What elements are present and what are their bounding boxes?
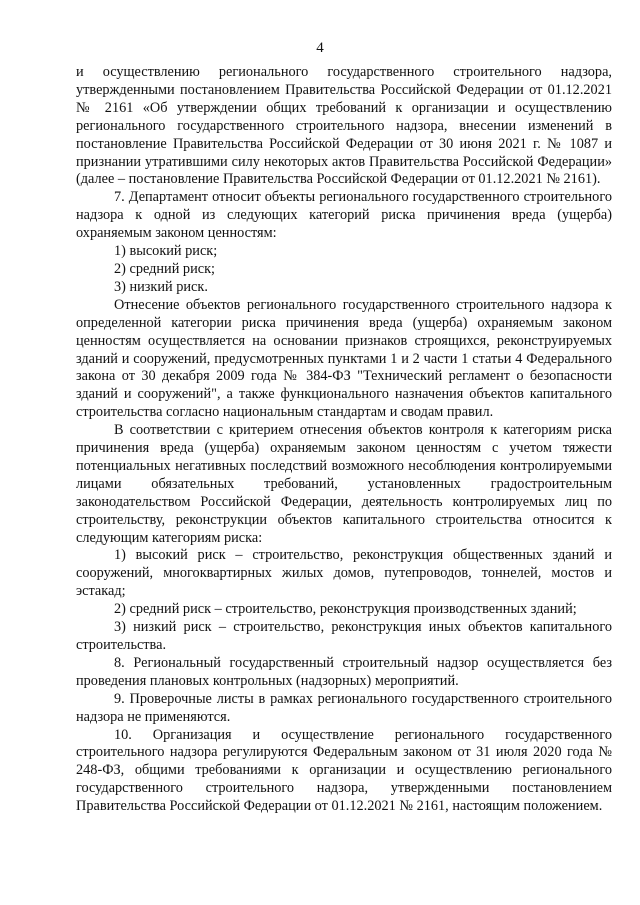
list-item-medium-risk-detail: 2) средний риск – строительство, реконструкция производственных зданий; (114, 601, 577, 618)
paragraph-clause-7: 7. Департамент относит объекты регионального государственного строительного надзора к одной из следующих категорий риска причинения вреда (ущерба) охраняемым законом ценностям: (76, 189, 612, 242)
paragraph-clause-10: 10. Организация и осуществление регионального государственного строительного надзора регулируются Федеральным законом от 31 июля 2020 года № 248-ФЗ, общими требованиями к организации и осуществлению регионального государственного строительного надзора, утвержденными постановлением Правительства Российской Федерации от 01.12.2021 № 2161, настоящим положением. (76, 726, 612, 815)
list-item-high-risk: 1) высокий риск; (114, 243, 218, 260)
page-number: 4 (316, 40, 324, 56)
list-item-medium-risk: 2) средний риск; (114, 260, 215, 277)
list-item-low-risk-detail: 3) низкий риск – строительство, реконструкция иных объектов капитального строительства. (76, 619, 612, 653)
list-item-high-risk-detail: 1) высокий риск – строительство, реконструкция общественных зданий и сооружений, многоквартирных жилых домов, путепроводов, тоннелей, мостов и эстакад; (76, 547, 612, 600)
paragraph-risk-criteria: В соответствии с критерием отнесения объектов контроля к категориям риска причинения вреда (ущерба) охраняемым законом ценностям с учетом тяжести потенциальных негативных последствий возможного несоблюдения контролируемыми лицами обязательных требований, установленных градостроительным законодательством Российской Федерации, деятельность контролируемых лиц по строительству, реконструкции объектов капитального строительства относится к следующим категориям риска: (76, 422, 612, 546)
paragraph-intro-continuation: и осуществлению регионального государственного строительного надзора, утвержденными постановлением Правительства Российской Федерации от 01.12.2021 № 2161 «Об утверждении общих требований к организации и осуществлению регионального государственного строительного надзора, внесении изменений в постановление Правительства Российской Федерации от 30 июня 2021 г. № 1087 и признании утратившими силу некоторых актов Правительства Российской Федерации» (далее – постановление Правительства Российской Федерации от 01.12.2021 № 2161). (76, 64, 612, 188)
paragraph-risk-assignment: Отнесение объектов регионального государственного строительного надзора к определенной категории риска причинения вреда (ущерба) охраняемым законом ценностям осуществляется на основании признаков строящихся, реконструируемых зданий и сооружений, предусмотренных пунктами 1 и 2 части 1 статьи 4 Федерального закона от 30 декабря 2009 года № 384-ФЗ "Технический регламент о безопасности зданий и сооружений", а также функционального назначения объектов капитального строительства согласно национальным стандартам и сводам правил. (76, 296, 612, 421)
paragraph-clause-9: 9. Проверочные листы в рамках регионального государственного строительного надзора не применяются. (76, 690, 612, 725)
list-item-low-risk: 3) низкий риск. (114, 278, 208, 295)
paragraph-clause-8: 8. Региональный государственный строительный надзор осуществляется без проведения плановых контрольных (надзорных) мероприятий. (76, 654, 612, 689)
document-body (76, 64, 612, 816)
